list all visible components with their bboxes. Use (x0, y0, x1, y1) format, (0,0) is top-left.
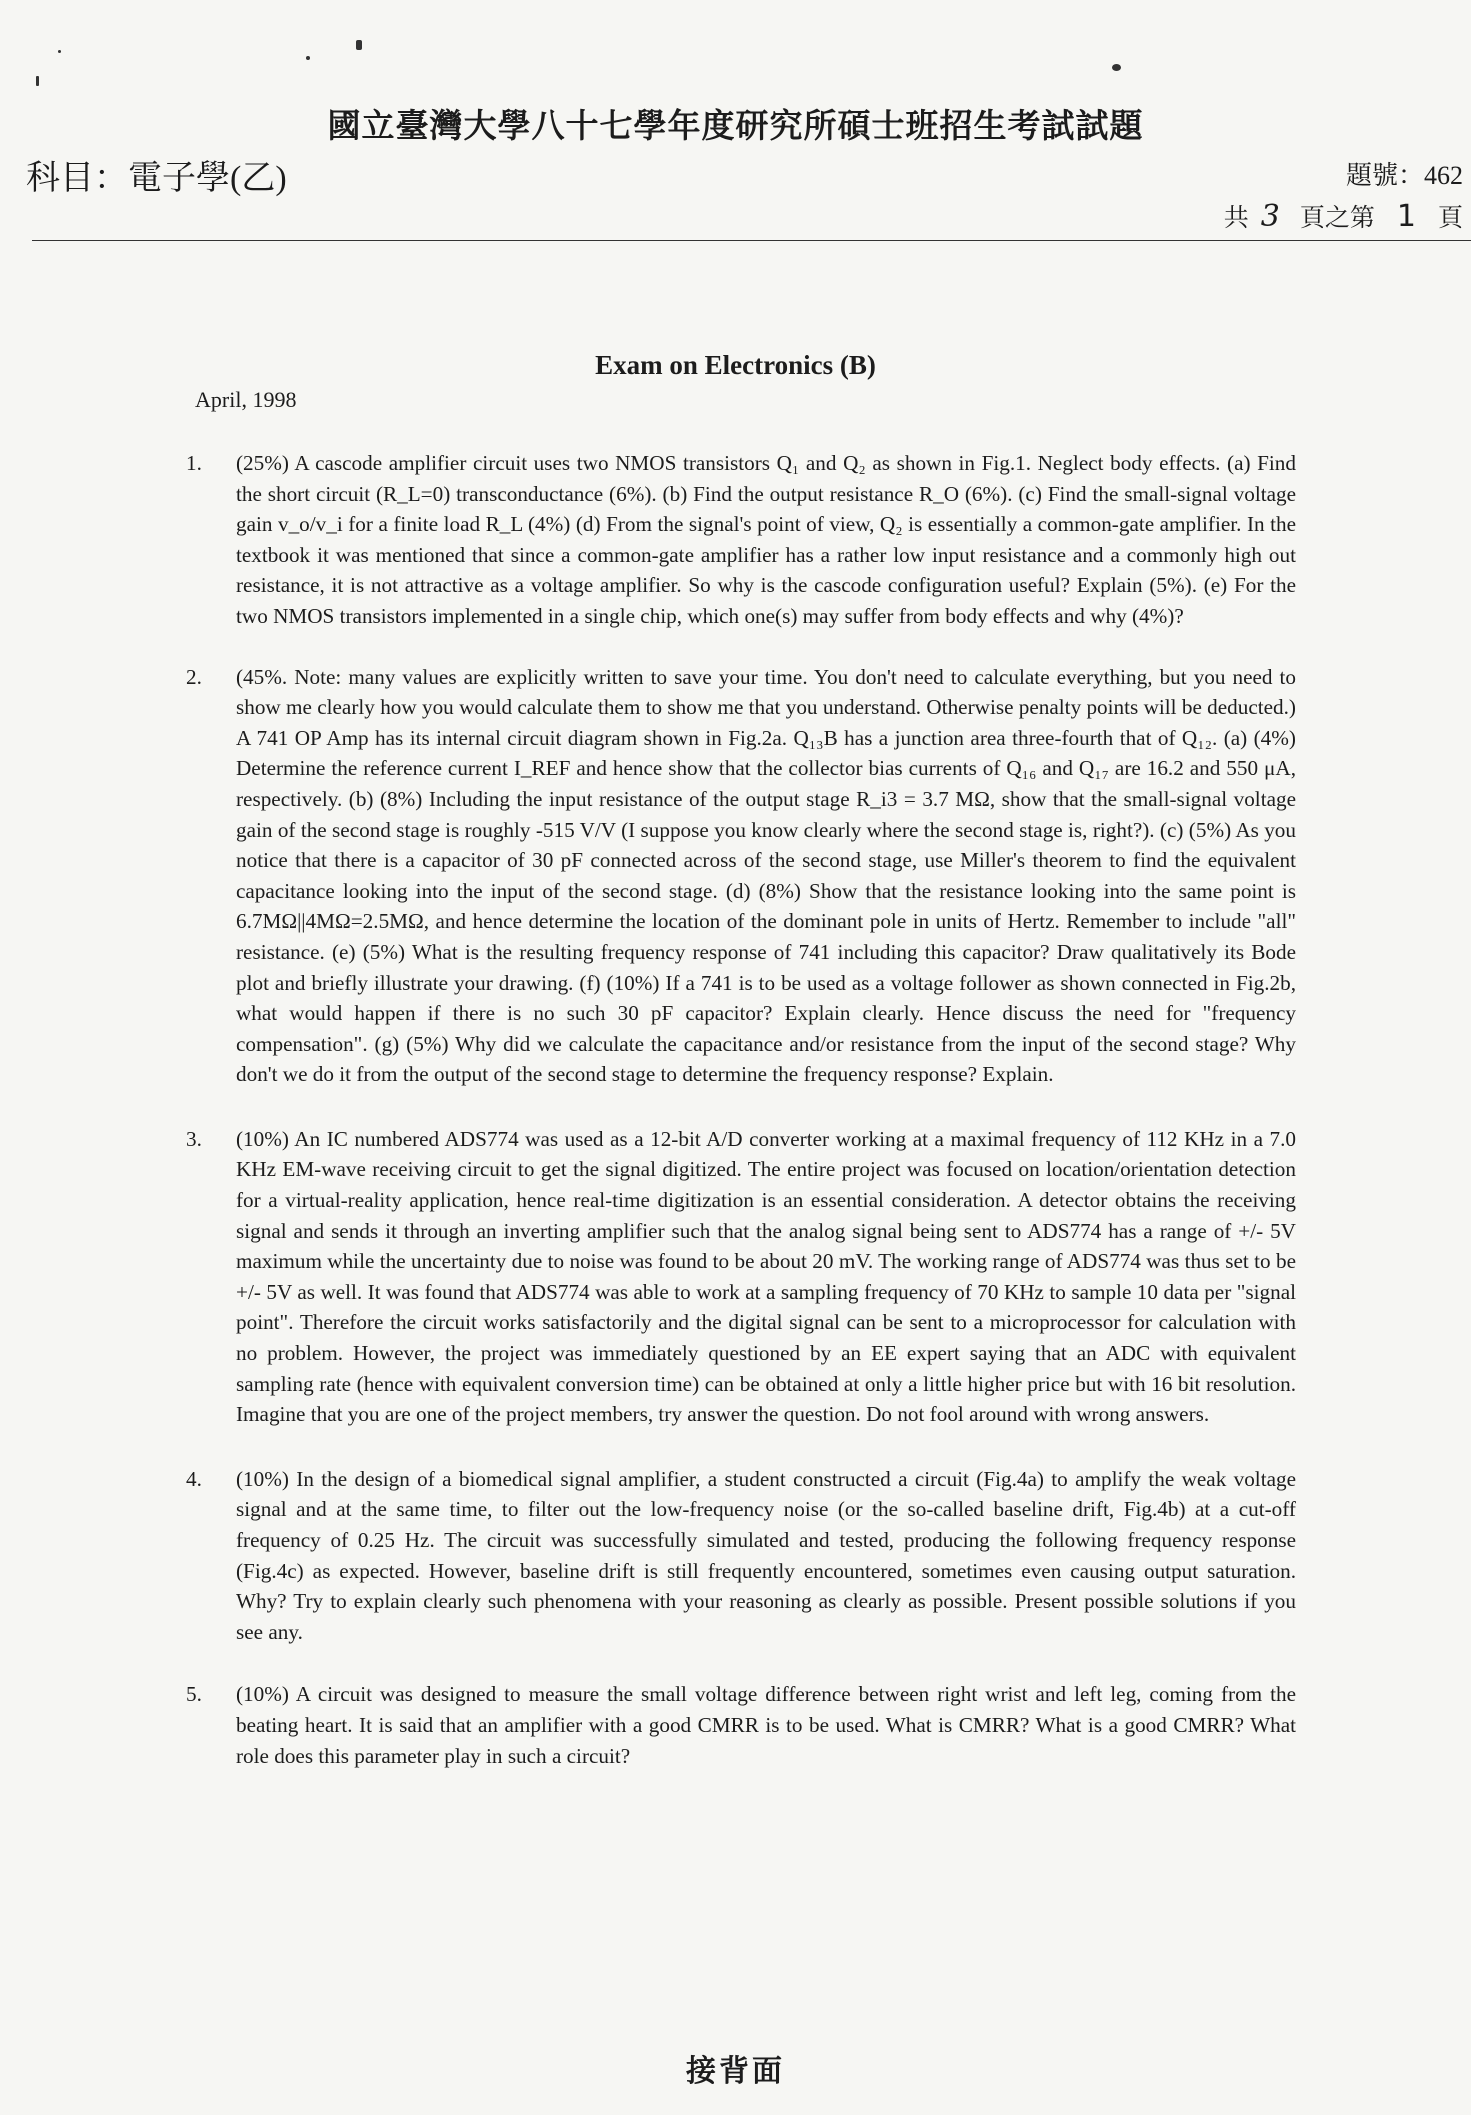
exam-subject: 科目：電子學(乙) (26, 160, 287, 197)
question-text: (45%. Note: many values are explicitly written to save your time. You don't need to calculate everything, but you need to show me clearly how you would calculate them to show me that you understand. Otherwise penalty points will be deducted.) A 741 OP Amp has its internal circuit diagram shown in Fig.2a. Q₁₃B has a junction area three-fourth that of Q₁₂. (a) (4%) Determine the reference current I_REF and hence show that the collector bias currents of Q₁₆ and Q₁₇ are 16.2 and 550 μA, respectively. (b) (8%) Including the input resistance of the output stage R_i3 = 3.7 MΩ, show that the small-signal voltage gain of the second stage is roughly -515 V/V (I suppose you know clearly where the second stage is, right?). (c) (5%) As you notice that there is a capacitor of 30 pF connected across of the second stage, use Miller's theorem to find the equivalent capacitance looking into the input of the second stage. (d) (8%) Show that the resistance looking into the same point is 6.7MΩ||4MΩ=2.5MΩ, and hence determine the location of the dominant pole in units of Hertz. Remember to include "all" resistance. (e) (5%) What is the resulting frequency response of 741 including this capacitor? Draw qualitatively its Bode plot and briefly illustrate your drawing. (f) (10%) If a 741 is to be used as a voltage follower as shown connected in Fig.2b, what would happen if there is no such 30 pF capacitor? Explain clearly. Hence discuss the need for "frequency compensation". (g) (5%) Why did we calculate the capacitance and/or resistance from the input of the second stage? Why don't we do it from the output of the second stage to determine the frequency response? Explain. (236, 664, 1296, 1087)
question-number-label: 2. (186, 664, 202, 689)
pages-suffix: 頁 (1437, 205, 1463, 232)
question-text: (25%) A cascode amplifier circuit uses two NMOS transistors Q₁ and Q₂ as shown in Fig.1. Neglect body effects. (a) Find the short circuit (R_L=0) transconductance (6%). (b) Find the output resistance R_O (6%). (c) Find the small-signal voltage gain v_o/v_i for a finite load R_L (4%) (d) From the signal's point of view, Q₂ is essentially a common-gate amplifier. In the textbook it was mentioned that since a common-gate amplifier has a rather low input resistance and a commonly high out resistance, it is not attractive as a voltage amplifier. So why is the cascode configuration useful? Explain (5%). (e) For the two NMOS transistors implemented in a single chip, which one(s) may suffer from body effects and why (4%)? (236, 451, 1296, 628)
page-current: 1 (1396, 199, 1416, 234)
question-5 (186, 1679, 1296, 1771)
question-number-label: 3. (186, 1126, 202, 1151)
question-number-label: 4. (186, 1466, 202, 1491)
pages-prefix: 共 (1223, 205, 1249, 232)
page-indicator (1224, 198, 1463, 234)
continue-on-back-note: 接背面 (686, 2054, 785, 2089)
exam-title: Exam on Electronics (B) (595, 350, 876, 380)
question-text: (10%) In the design of a biomedical signal amplifier, a student constructed a circuit (Fig.4a) to amplify the weak voltage signal and at the same time, to filter out the low-frequency noise (or the so-called baseline drift, Fig.4b) at a cut-off frequency of 0.25 Hz. The circuit was successfully simulated and tested, producing the following frequency response (Fig.4c) as expected. However, baseline drift is still frequently encountered, sometimes even causing output saturation. Why? Try to explain clearly such phenomena with your reasoning as clearly as possible. Present possible solutions if you see any. (236, 1466, 1296, 1644)
university-title: 國立臺灣大學八十七學年度研究所碩士班招生考試試題 (327, 109, 1144, 145)
question-text: (10%) A circuit was designed to measure the small voltage difference between right wrist and left leg, coming from the beating heart. It is said that an amplifier with a good CMRR is to be used. What is CMRR? What is a good CMRR? What role does this parameter play in such a circuit? (236, 1682, 1296, 1768)
header-divider (32, 240, 1471, 241)
question-number: 題號：462 (1345, 161, 1463, 190)
question-1 (186, 448, 1296, 632)
question-3 (186, 1124, 1296, 1430)
question-list (186, 448, 1296, 1799)
question-4 (186, 1464, 1296, 1648)
pages-total: 3 (1260, 199, 1280, 234)
question-number-label: 1. (186, 451, 202, 475)
exam-date: April, 1998 (195, 387, 297, 412)
question-number-label: 5. (186, 1682, 202, 1707)
pages-middle: 頁之第 (1299, 205, 1375, 232)
question-2 (186, 662, 1296, 1090)
question-text: (10%) An IC numbered ADS774 was used as a 12-bit A/D converter working at a maximal frequency of 112 KHz in a 7.0 KHz EM-wave receiving circuit to get the signal digitized. The entire project was focused on location/orientation detection for a virtual-reality application, hence real-time digitization is an essential consideration. A detector obtains the receiving signal and sends it through an inverting amplifier such that the analog signal being sent to ADS774 has a range of +/- 5V maximum while the uncertainty due to noise was found to be about 20 mV. The working range of ADS774 was thus set to be +/- 5V as well. It was found that ADS774 was able to work at a sampling frequency of 70 KHz to sample 10 data per "signal point". Therefore the circuit works satisfactorily and the digital signal can be sent to a microprocessor for calculation with no problem. However, the project was immediately questioned by an EE expert saying that an ADC with equivalent sampling rate (hence with equivalent conversion time) can be obtained at only a little higher price but with 16 bit resolution. Imagine that you are one of the project members, try answer the question. Do not fool around with wrong answers. (236, 1126, 1296, 1427)
